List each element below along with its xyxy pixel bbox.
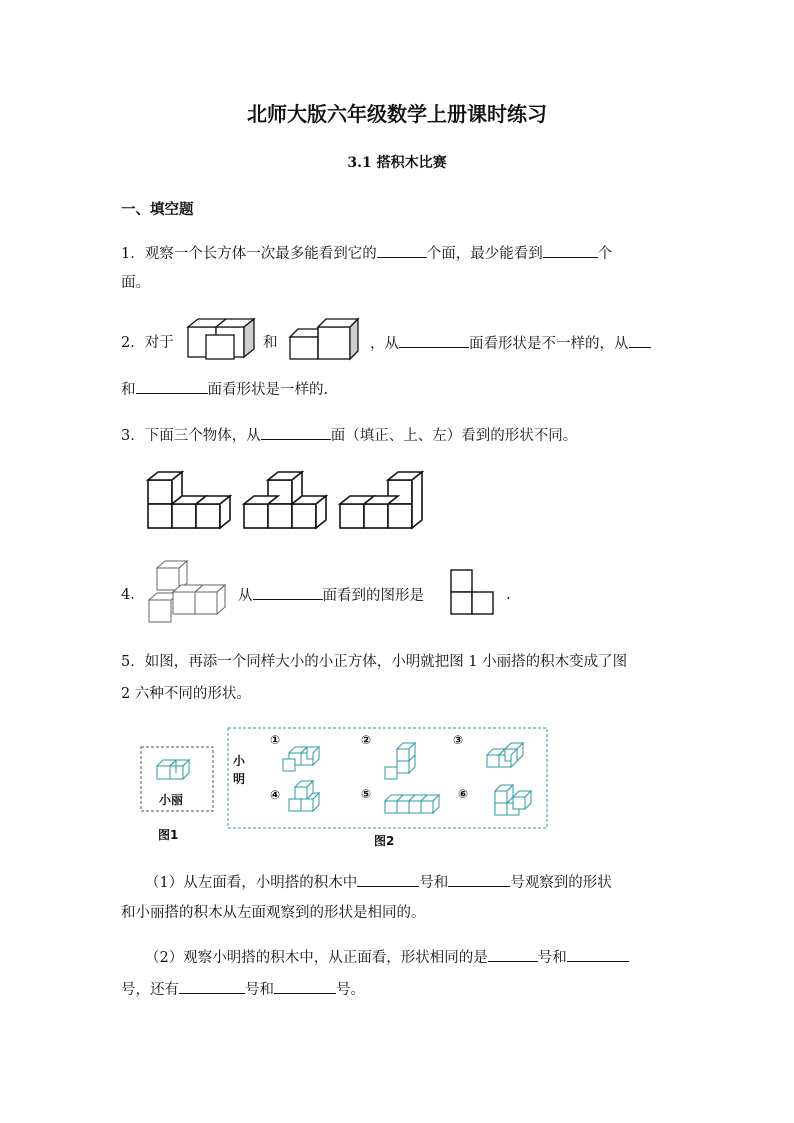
question-2-and: 和 — [263, 335, 278, 351]
question-2-line-1: ，从 面看形状是不一样的，从 — [370, 333, 651, 354]
answer-blank[interactable] — [448, 872, 510, 887]
question-4-number: 4． — [121, 587, 145, 603]
answer-blank[interactable] — [399, 333, 469, 348]
question-3-line: 3．下面三个物体，从 面（填正、上、左）看到的形状不同。 — [121, 425, 577, 446]
answer-blank[interactable] — [357, 872, 419, 887]
figure-1-name: 小丽 — [159, 793, 184, 807]
answer-blank[interactable] — [629, 333, 651, 348]
figure-1-caption: 图1 — [158, 828, 179, 842]
question-5-sub1-line-1: （1）从左面看，小明搭的积木中 号和 号观察到的形状 — [145, 872, 612, 893]
figure-2-name-1: 小 — [233, 754, 246, 768]
answer-blank[interactable] — [543, 243, 598, 258]
view-shape-answer — [450, 569, 496, 615]
cube-figure-a — [186, 317, 256, 361]
worksheet-title: 北师大版六年级数学上册课时练习 — [247, 102, 547, 126]
question-2-line-2: 和 面看形状是一样的. — [121, 379, 328, 400]
question-5-sub2-line-1: （2）观察小明搭的积木中，从正面看，形状相同的是 号和 — [145, 947, 629, 968]
three-block-figures — [146, 468, 436, 532]
figure-2-name-2: 明 — [233, 772, 246, 786]
figure-2-caption: 图2 — [374, 834, 395, 848]
question-5-sub1-line-2: 和小丽搭的积木从左面观察到的形状是相同的。 — [121, 905, 426, 921]
marker-1: ① — [270, 733, 281, 747]
question-5-line-2: 2 六种不同的形状。 — [121, 686, 251, 702]
question-1-line-1: 1．观察一个长方体一次最多能看到它的 个面，最少能看到 个 — [121, 243, 612, 264]
marker-3: ③ — [453, 733, 464, 747]
cube-figure-q4 — [147, 558, 232, 626]
question-4-end: . — [506, 587, 511, 603]
lesson-subtitle: 3.1 搭积木比赛 — [347, 155, 447, 171]
answer-blank[interactable] — [488, 947, 538, 962]
marker-2: ② — [361, 733, 372, 747]
answer-blank[interactable] — [261, 425, 331, 440]
question-1-line-2: 面。 — [121, 275, 150, 291]
marker-6: ⑥ — [458, 787, 469, 801]
answer-blank[interactable] — [179, 979, 245, 994]
answer-blank[interactable] — [274, 979, 336, 994]
question-5-line-1: 5．如图，再添一个同样大小的小正方体，小明就把图 1 小丽搭的积木变成了图 — [121, 654, 628, 670]
section-heading: 一、填空题 — [121, 201, 194, 218]
marker-4: ④ — [270, 788, 281, 802]
answer-blank[interactable] — [136, 379, 208, 394]
marker-5: ⑤ — [361, 787, 372, 801]
answer-blank[interactable] — [377, 243, 427, 258]
question-5-sub2-line-2: 号，还有 号和 号。 — [121, 979, 365, 1000]
answer-blank[interactable] — [567, 947, 629, 962]
cube-figure-b — [288, 317, 366, 361]
question-4-line: 从 面看到的图形是 — [238, 585, 424, 606]
question-2-label: 2．对于 — [121, 335, 174, 351]
answer-blank[interactable] — [253, 585, 323, 600]
